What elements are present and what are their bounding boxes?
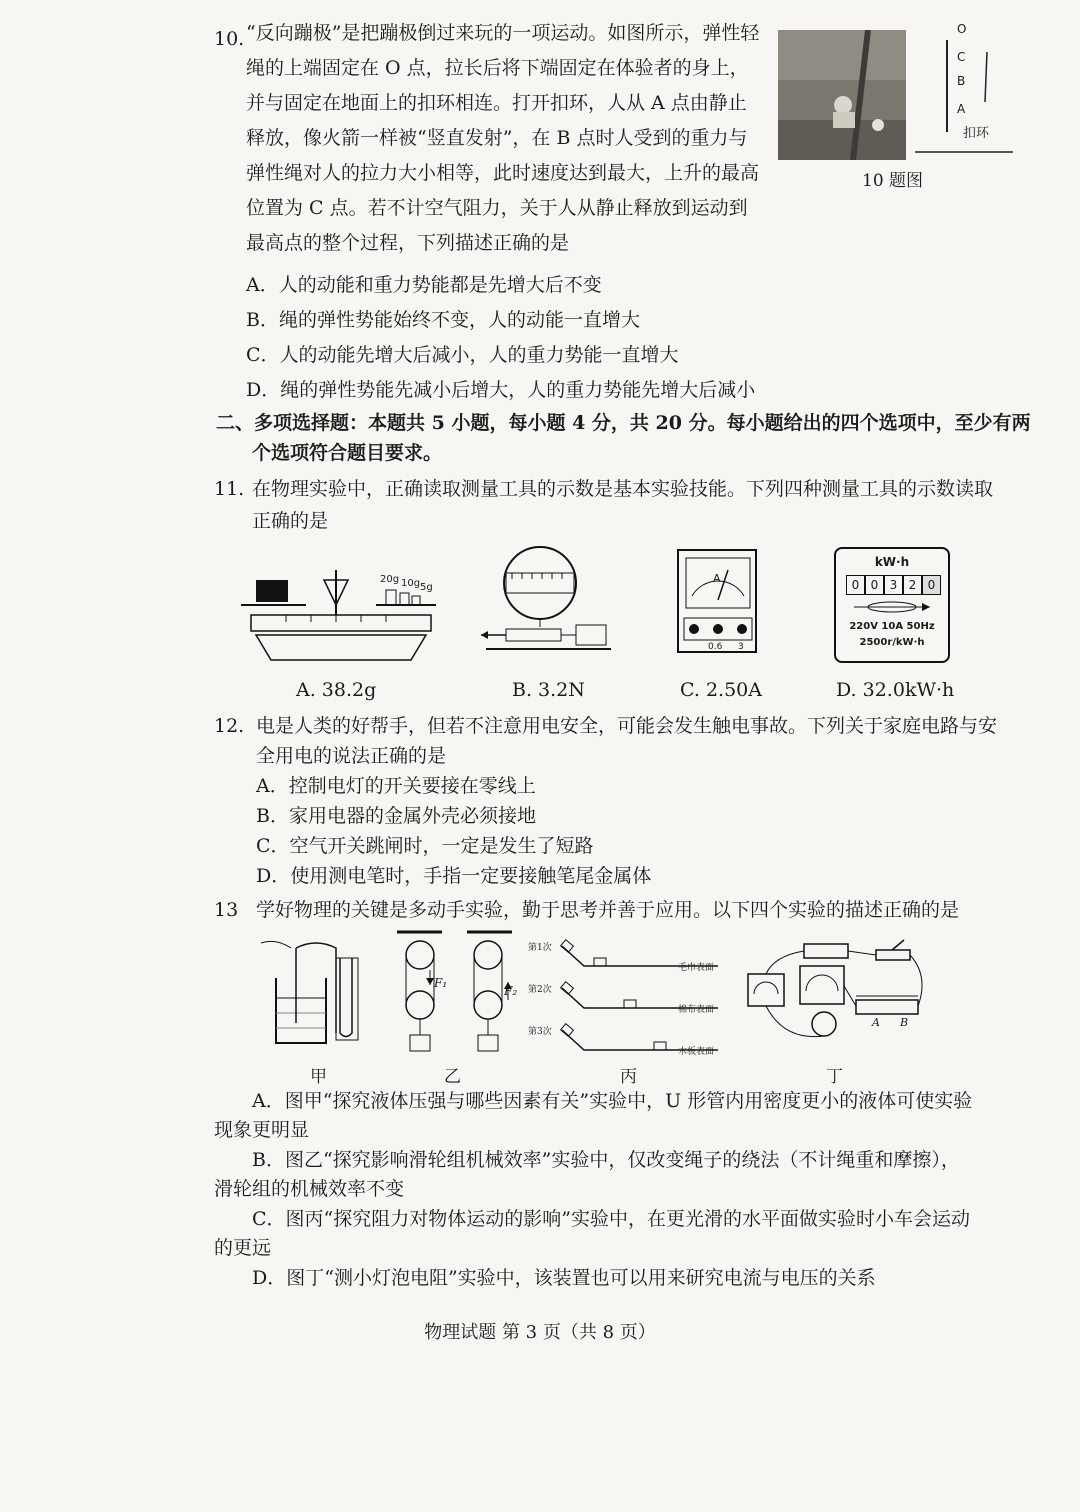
fig-ding-label: 丁 [826,1067,843,1087]
q10-figure-caption: 10 题图 [862,171,924,191]
spring-scale-figure [476,545,616,665]
q12-stem-line2: 全用电的说法正确的是 [256,745,447,767]
fig-yi-label: 乙 [444,1067,461,1087]
meter-spec-rating: 220V 10A 50Hz [849,621,935,632]
meter-digit: 0 [865,575,884,595]
page-footer: 物理试题 第 3 页（共 8 页） [424,1322,656,1343]
q12-stem-line1: 电是人类的好帮手，但若不注意用电安全，可能会发生触电事故。下列关于家庭电路与安 [256,715,998,737]
meter-digits [846,575,941,595]
q13-option-a: A．图甲“探究液体压强与哪些因素有关”实验中，U 形管内用密度更小的液体可使实验 [252,1090,973,1112]
bungee-diagram [915,22,1015,162]
q13-option-c-cont: 的更远 [214,1237,272,1259]
force-f2: F₂ [504,984,518,998]
surface-cotton: 棉布表面 [678,1005,715,1015]
weight-10g: 10g [401,578,421,589]
q10-option-a: A．人的动能和重力势能都是先增大后不变 [246,274,602,296]
q11-option-a: A. 38.2g [296,679,377,701]
q12-number: 12. [214,715,245,737]
rheostat-terminal-a: A [872,1016,880,1029]
meter-disc [852,599,932,615]
meter-digit-decimal: 0 [922,575,941,595]
q13-option-b-cont: 滑轮组的机械效率不变 [214,1178,405,1200]
q10-stem: “反向蹦极”是把蹦极倒过来玩的一项运动。如图所示，弹性轻绳的上端固定在 O 点，拉长后将下端固定在体验者的身上，并与固定在地面上的扣环相连。打开扣环，人从 A 点由静止释放，像火箭一样被“竖直发射”，在 B 点时人受到的重力与弹性绳对人的拉力大小相等，此时速度达到最大，上升的最高位置为 C 点。若不计空气阻力，关于人从静止释放到运动到最高点的整个过程，下列描述正确的是 [246,22,760,254]
q12-option-c: C．空气开关跳闸时，一定是发生了短路 [256,835,594,857]
meter-digit: 2 [903,575,922,595]
fig-bing-ramps [528,936,728,1058]
q11-number: 11. [214,478,245,500]
meter-spec-revs: 2500r/kW·h [859,637,925,648]
trial-1: 第1次 [528,943,552,953]
q11-stem-line1: 在物理实验中，正确读取测量工具的示数是基本实验技能。下列四种测量工具的示数读取 [252,478,994,500]
q11-stem-line2: 正确的是 [252,510,329,532]
label-O: O [957,22,967,36]
fig-ding-circuit [744,936,934,1046]
fig-yi-pulleys [392,930,527,1055]
trial-2: 第2次 [528,985,552,995]
q10-option-d: D．绳的弹性势能先减小后增大，人的重力势能先增大后减小 [246,379,756,401]
section2-heading: 二、多项选择题：本题共 5 小题，每小题 4 分，共 20 分。每小题给出的四个选项中，至少有两 [216,412,1031,434]
surface-towel: 毛巾表面 [678,963,715,973]
balance-figure [236,560,446,665]
q11-option-d: D. 32.0kW·h [836,679,955,701]
label-buckle: 扣环 [963,126,990,141]
label-C: C [957,50,966,64]
surface-wood: 木板表面 [678,1047,715,1057]
ammeter-terminal-0-6: 0.6 [708,642,723,652]
q12-option-a: A．控制电灯的开关要接在零线上 [256,775,536,797]
q10-option-c: C．人的动能先增大后减小，人的重力势能一直增大 [246,344,679,366]
meter-digit: 3 [884,575,903,595]
q13-stem: 学好物理的关键是多动手实验，勤于思考并善于应用。以下四个实验的描述正确的是 [256,899,960,921]
ammeter-figure [676,548,760,658]
label-B: B [957,74,966,88]
ammeter-unit: A [713,572,721,585]
bungee-photo [778,30,906,160]
q13-option-a-cont: 现象更明显 [214,1119,310,1141]
q12-option-d: D．使用测电笔时，手指一定要接触笔尾金属体 [256,865,652,887]
energy-meter-figure [834,547,950,663]
q13-option-d: D．图丁“测小灯泡电阻”实验中，该装置也可以用来研究电流与电压的关系 [252,1267,876,1289]
force-f1: F₁ [434,976,448,990]
weight-5g: 5g [420,582,433,593]
q11-option-c: C. 2.50A [680,679,762,701]
trial-3: 第3次 [528,1027,552,1037]
rheostat-terminal-b: B [900,1016,909,1029]
q12-option-b: B．家用电器的金属外壳必须接地 [256,805,536,827]
label-A: A [957,102,966,116]
weight-20g: 20g [380,574,400,585]
meter-digit: 0 [846,575,865,595]
q13-option-c: C．图丙“探究阻力对物体运动的影响”实验中，在更光滑的水平面做实验时小车会运动 [252,1208,970,1230]
q11-option-b: B. 3.2N [512,679,585,701]
section2-heading-cont: 个选项符合题目要求。 [252,442,443,464]
q10-option-b: B．绳的弹性势能始终不变，人的动能一直增大 [246,309,640,331]
fig-jia-label: 甲 [310,1067,327,1087]
meter-unit: kW·h [874,555,910,569]
q13-option-b: B．图乙“探究影响滑轮组机械效率”实验中，仅改变绳子的绕法（不计绳重和摩擦）， [252,1149,960,1171]
fig-bing-label: 丙 [620,1067,637,1087]
q10-number: 10. [214,28,245,50]
q13-number: 13 [214,899,239,921]
fig-jia-pressure [256,938,371,1050]
ammeter-terminal-3: 3 [738,642,744,652]
